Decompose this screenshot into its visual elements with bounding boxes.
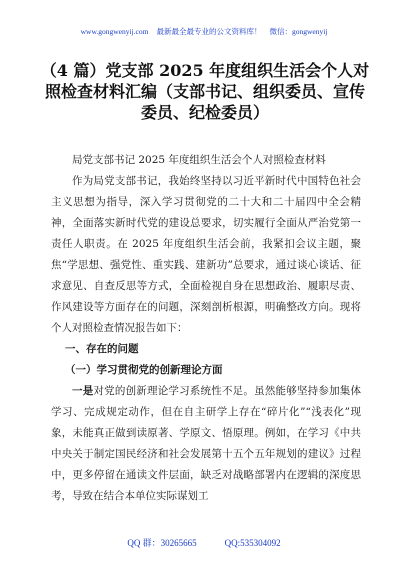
- site-slogan: 最新最全最专业的公文资料库！: [156, 27, 262, 36]
- qq-group: QQ 群：30265665: [127, 538, 197, 548]
- subsection-heading-1: （一）学习贯彻党的创新理论方面: [65, 364, 223, 376]
- site-header: [0, 26, 408, 37]
- qq-contact: QQ:535304092: [224, 538, 281, 548]
- section-heading-1: 一、存在的问题: [65, 343, 139, 355]
- document-subtitle: 局党支部书记 2025 年度组织生活会个人对照检查材料: [72, 154, 326, 166]
- document-title: （4 篇）党支部 2025 年度组织生活会个人对照检查材料汇编（支部书记、组织委员、宣传委员、纪检委员）: [40, 61, 370, 122]
- wechat-id: 微信：gongwenyij: [269, 27, 328, 36]
- paragraph-1-text: 对党的创新理论学习系统性不足。虽然能够坚持参加集体学习、完成规定动作，但在自主研学上存在“碎片化”“浅表化”现象，未能真正做到读原著、学原文、悟原理。例如，在学习《中共中央关于制定国民经济和社会发展第十五个五年规划的建议》过程中，更多停留在通读文件层面，缺乏对战略部署内在逻辑的深度思考，导致在结合本单位实际谋划工: [51, 385, 362, 502]
- paragraph-1: [51, 381, 361, 507]
- site-footer: [0, 536, 408, 549]
- site-url[interactable]: www.gongwenyij.com: [80, 27, 149, 36]
- document-body: [51, 150, 361, 507]
- paragraph-1-lead: 一是: [72, 385, 94, 397]
- intro-paragraph: 作为局党支部书记，我始终坚持以习近平新时代中国特色社会主义思想为指导，深入学习贯彻党的二十大和二十届四中全会精神，全面落实新时代党的建设总要求，切实履行全面从严治党第一责任人职责。在 2025 年度组织生活会前，我紧扣会议主题，聚焦“学思想、强党性、重实践、建新功”总要求，通过谈心谈话、征求意见、自查反思等方式，全面检视自身在思想政治、履职尽责、作风建设等方面存在的问题，深刻剖析根源，明确整改方向。现将个人对照检查情况报告如下：: [51, 175, 361, 334]
